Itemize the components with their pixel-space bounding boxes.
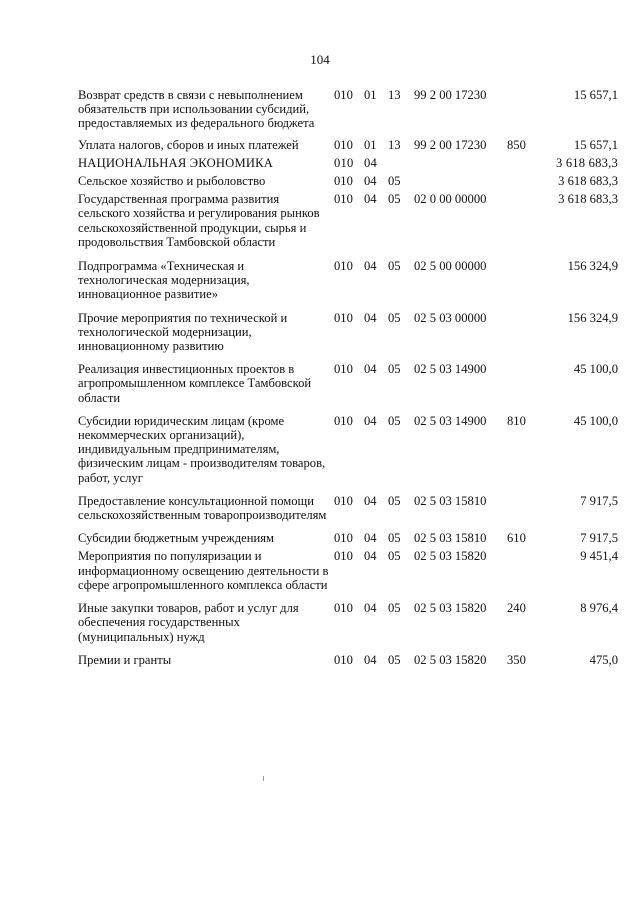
row-target-item: 02 5 03 00000 (414, 310, 487, 325)
row-section: 04 (364, 259, 377, 274)
table-row (78, 653, 618, 667)
row-ved: 010 (334, 413, 353, 428)
row-subsection: 05 (388, 192, 401, 207)
row-sum: 3 618 683,3 (555, 155, 618, 170)
row-section: 04 (364, 155, 377, 170)
row-ved: 010 (334, 88, 353, 102)
row-name: Прочие мероприятия по технической и технологической модернизации, инновационному развитию (78, 310, 288, 354)
row-subsection: 05 (388, 174, 401, 189)
row-target-item: 99 2 00 17230 (414, 88, 487, 102)
row-target-item: 02 5 03 14900 (414, 362, 487, 377)
row-sum: 156 324,9 (567, 259, 618, 274)
row-name: Иные закупки товаров, работ и услуг для обеспечения государственных (муниципальных) нужд (78, 601, 299, 644)
row-subsection: 05 (388, 493, 401, 508)
row-target-item: 02 0 00 00000 (414, 192, 487, 207)
row-expense-type: 810 (507, 413, 526, 428)
row-section: 01 (364, 137, 377, 152)
row-target-item: 02 5 03 15820 (414, 549, 487, 564)
table-row (78, 192, 618, 249)
row-ved: 010 (334, 192, 353, 207)
row-ved: 010 (334, 493, 353, 508)
row-ved: 010 (334, 601, 353, 616)
table-row (78, 549, 618, 592)
row-target-item: 02 5 03 15810 (414, 493, 487, 508)
table-row (78, 494, 618, 522)
row-sum: 45 100,0 (573, 413, 618, 428)
row-name: Государственная программа развития сельского хозяйства и регулирования рынков сельскохозяйственной продукции, сырья и продовольствия Тамбовской области (78, 192, 320, 249)
row-expense-type: 610 (507, 531, 526, 546)
row-section: 04 (364, 652, 377, 667)
row-subsection: 13 (388, 137, 401, 152)
row-ved: 010 (334, 174, 353, 189)
row-ved: 010 (334, 155, 354, 170)
row-ved: 010 (334, 310, 353, 325)
row-name: Субсидии бюджетным учреждениям (78, 531, 274, 546)
scan-mark (263, 776, 264, 781)
row-section: 04 (364, 601, 377, 616)
row-ved: 010 (334, 137, 353, 152)
row-subsection: 05 (388, 601, 401, 616)
row-subsection: 13 (388, 88, 401, 102)
row-sum: 3 618 683,3 (558, 192, 618, 207)
row-name: Возврат средств в связи с невыполнением обязательств при использовании субсидий, предоставляемых из федерального бюджета (78, 88, 315, 131)
row-sum: 45 100,0 (573, 362, 618, 377)
row-subsection: 05 (388, 531, 401, 546)
row-sum: 156 324,9 (567, 310, 618, 325)
table-row (78, 174, 618, 188)
row-target-item: 02 5 03 15820 (414, 601, 487, 616)
table-row (78, 601, 618, 644)
row-ved: 010 (334, 531, 353, 546)
row-sum: 15 657,1 (573, 137, 618, 152)
row-section: 04 (364, 192, 377, 207)
row-subsection: 05 (388, 259, 401, 274)
row-sum: 15 657,1 (573, 88, 618, 102)
row-target-item: 99 2 00 17230 (414, 137, 487, 152)
row-sum: 7 917,5 (580, 531, 618, 546)
row-section: 04 (364, 362, 377, 377)
budget-table (78, 88, 618, 667)
row-subsection: 05 (388, 652, 401, 667)
row-sum: 8 976,4 (580, 601, 618, 616)
row-subsection: 05 (388, 310, 401, 325)
row-name: Субсидии юридическим лицам (кроме некоммерческих организаций), индивидуальным предпринимателям, физическим лицам - производителям товаров, работ, услуг (78, 413, 326, 485)
row-section: 04 (364, 493, 377, 508)
row-sum: 475,0 (589, 652, 618, 667)
row-section: 04 (364, 531, 377, 546)
row-name: Подпрограмма «Техническая и технологическая модернизация, инновационное развитие» (78, 259, 250, 302)
row-target-item: 02 5 03 15810 (414, 531, 487, 546)
row-name: Мероприятия по популяризации и информационному освещению деятельности в сфере агропромышленного комплекса области (78, 549, 329, 592)
row-ved: 010 (334, 549, 353, 564)
row-section: 04 (364, 549, 377, 564)
row-subsection: 05 (388, 413, 401, 428)
row-target-item: 02 5 03 15820 (414, 652, 487, 667)
row-target-item: 02 5 00 00000 (414, 259, 487, 274)
row-section: 04 (364, 413, 377, 428)
row-sum: 9 451,4 (580, 549, 618, 564)
table-row (78, 531, 618, 545)
table-row (78, 156, 618, 170)
row-name: Реализация инвестиционных проектов в агропромышленном комплексе Тамбовской области (78, 362, 312, 405)
row-ved: 010 (334, 652, 353, 667)
row-subsection: 05 (388, 549, 401, 564)
row-name: Сельское хозяйство и рыболовство (78, 174, 266, 189)
row-name: Уплата налогов, сборов и иных платежей (78, 137, 299, 152)
row-expense-type: 350 (507, 652, 526, 667)
row-sum: 7 917,5 (580, 493, 618, 508)
row-expense-type: 240 (507, 601, 526, 616)
row-name: Премии и гранты (78, 652, 172, 667)
row-ved: 010 (334, 259, 353, 274)
row-name: Предоставление консультационной помощи сельскохозяйственным товаропроизводителям (78, 493, 327, 523)
table-row (78, 138, 618, 152)
row-section: 04 (364, 310, 377, 325)
row-section: 01 (364, 88, 377, 102)
table-row (78, 259, 618, 302)
table-row (78, 311, 618, 354)
table-row (78, 362, 618, 405)
row-sum: 3 618 683,3 (558, 174, 618, 189)
row-section: 04 (364, 174, 377, 189)
row-expense-type: 850 (507, 137, 526, 152)
row-subsection: 05 (388, 362, 401, 377)
row-name: НАЦИОНАЛЬНАЯ ЭКОНОМИКА (78, 155, 274, 170)
page-number: 104 (310, 52, 330, 67)
row-ved: 010 (334, 362, 353, 377)
row-target-item: 02 5 03 14900 (414, 413, 487, 428)
table-row (78, 88, 618, 131)
table-row (78, 414, 618, 485)
